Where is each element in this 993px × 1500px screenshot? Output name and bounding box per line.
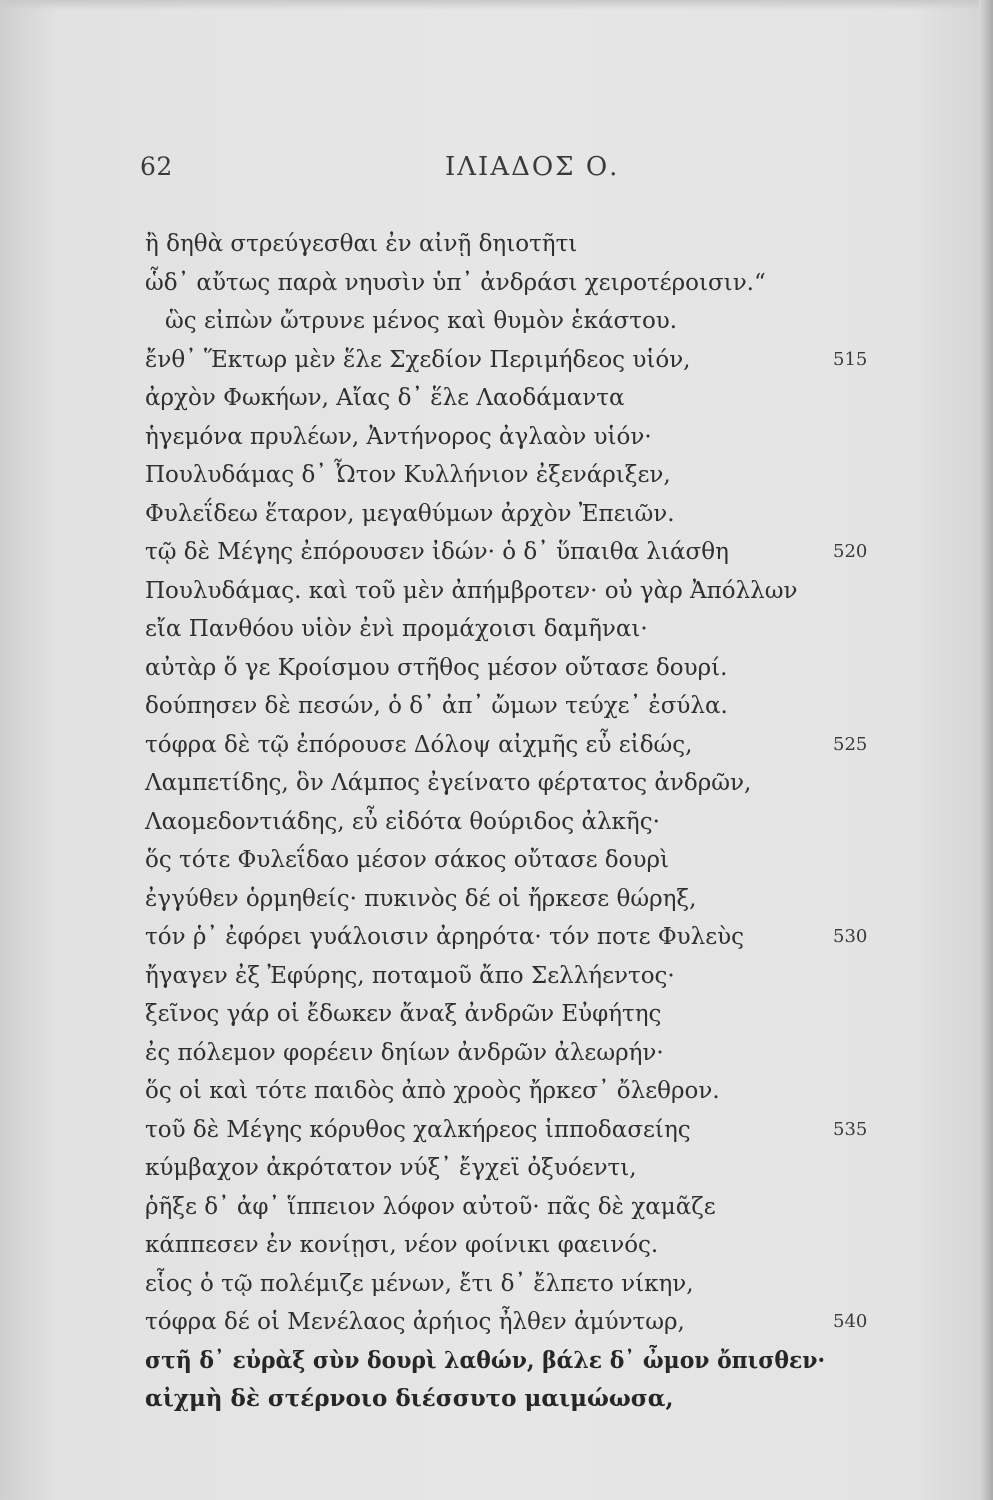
- verse-line: [145, 649, 875, 688]
- verse-text: τόν ῥ᾽ ἐφόρει γυάλοισιν ἀρηρότα· τόν ποτε Φυλεὺς: [145, 924, 745, 950]
- line-number: 540: [833, 1311, 868, 1332]
- page-number: 62: [140, 152, 173, 181]
- page-right-edge: [979, 0, 993, 1500]
- verse-line: [145, 418, 875, 457]
- line-number: 535: [833, 1118, 868, 1140]
- verse-text: ἐγγύθεν ὁρμηθείς· πυκινὸς δέ οἱ ἤρκεσε θώρηξ,: [145, 885, 697, 912]
- verse-line: [145, 803, 875, 842]
- page-header: [140, 152, 840, 192]
- verse-line: [145, 841, 875, 880]
- verse-text: ὣς εἰπὼν ὤτρυνε μένος καὶ θυμὸν ἑκάστου.: [165, 308, 678, 334]
- verse-text: στῆ δ᾽ εὐρὰξ σὺν δουρὶ λαθών, βάλε δ᾽ ὦμον ὄπισθεν·: [145, 1346, 826, 1374]
- verse-line: [145, 957, 875, 996]
- verse-text: Πουλυδάμας δ᾽ Ὦτον Κυλλήνιον ἐξενάριξεν,: [145, 462, 671, 488]
- line-number: 525: [833, 733, 868, 755]
- verse-text: δούπησεν δὲ πεσών, ὁ δ᾽ ἀπ᾽ ὤμων τεύχε᾽ ἐσύλα.: [145, 693, 728, 719]
- verse-line: [145, 880, 875, 919]
- verse-line: [145, 1111, 875, 1150]
- verse-text: ἤγαγεν ἐξ Ἐφύρης, ποταμοῦ ἄπο Σελλήεντος·: [145, 962, 675, 989]
- verse-line: [145, 1226, 875, 1265]
- verse-text: Λαμπετίδης, ὃν Λάμπος ἐγείνατο φέρτατος ἀνδρῶν,: [145, 770, 752, 796]
- verse-text: εἷος ὁ τῷ πολέμιζε μένων, ἔτι δ᾽ ἔλπετο νίκην,: [145, 1270, 694, 1297]
- verse-line: [145, 687, 875, 726]
- verse-line: [145, 264, 875, 303]
- verse-line: [145, 225, 875, 264]
- verse-text: ἔνθ᾽ Ἕκτωρ μὲν ἕλε Σχεδίον Περιμήδεος υἱόν,: [145, 346, 691, 373]
- verse-line: [145, 302, 875, 341]
- verse-line: [145, 610, 875, 649]
- verse-text: εἴα Πανθόου υἱὸν ἐνὶ προμάχοισι δαμῆναι·: [145, 616, 648, 642]
- verse-text: τῷ δὲ Μέγης ἐπόρουσεν ἰδών· ὁ δ᾽ ὕπαιθα λιάσθη: [145, 539, 729, 565]
- running-title: ΙΛΙΑΔΟΣ Ο.: [445, 152, 620, 182]
- verse-line: [145, 918, 875, 957]
- verse-text: ῥῆξε δ᾽ ἀφ᾽ ἵππειον λόφον αὐτοῦ· πᾶς δὲ χαμᾶζε: [145, 1193, 716, 1220]
- verse-line: [145, 726, 875, 765]
- line-number: 530: [833, 926, 868, 947]
- verse-line: [145, 1342, 875, 1381]
- verse-line: [145, 495, 875, 534]
- verse-text: ἢ δηθὰ στρεύγεσθαι ἐν αἰνῇ δηιοτῆτι: [145, 231, 578, 257]
- verse-block: [145, 225, 875, 1419]
- verse-text: ξεῖνος γάρ οἱ ἔδωκεν ἄναξ ἀνδρῶν Εὐφήτης: [145, 1001, 662, 1027]
- verse-line: [145, 533, 875, 572]
- verse-line: [145, 1265, 875, 1304]
- verse-text: Φυλεΐδεω ἕταρον, μεγαθύμων ἀρχὸν Ἐπειῶν.: [145, 500, 675, 527]
- verse-text: ὅς οἱ καὶ τότε παιδὸς ἀπὸ χροὸς ἤρκεσ᾽ ὄλεθρον.: [145, 1078, 720, 1104]
- verse-line: [145, 1072, 875, 1111]
- verse-text: ἡγεμόνα πρυλέων, Ἀντήνορος ἀγλαὸν υἱόν·: [145, 423, 652, 450]
- verse-line: [145, 1380, 875, 1419]
- verse-text: τόφρα δέ οἱ Μενέλαος ἀρήιος ἦλθεν ἀμύντωρ,: [145, 1309, 685, 1335]
- verse-text: ἀρχὸν Φωκήων, Αἴας δ᾽ ἕλε Λαοδάμαντα: [145, 385, 625, 411]
- verse-line: [145, 995, 875, 1034]
- verse-text: τόφρα δὲ τῷ ἐπόρουσε Δόλοψ αἰχμῆς εὖ εἰδώς,: [145, 731, 693, 758]
- verse-text: τοῦ δὲ Μέγης κόρυθος χαλκήρεος ἱπποδασείης: [145, 1116, 691, 1143]
- verse-text: Λαομεδοντιάδης, εὖ εἰδότα θούριδος ἀλκῆς·: [145, 808, 660, 835]
- verse-line: [145, 1303, 875, 1342]
- verse-line: [145, 764, 875, 803]
- line-number: 515: [833, 348, 868, 370]
- verse-text: κάππεσεν ἐν κονίῃσι, νέον φοίνικι φαεινός.: [145, 1232, 659, 1258]
- verse-line: [145, 1188, 875, 1227]
- verse-text: αὐτὰρ ὅ γε Κροίσμου στῆθος μέσον οὔτασε δουρί.: [145, 654, 728, 681]
- verse-line: [145, 379, 875, 418]
- verse-text: αἰχμὴ δὲ στέρνοιο διέσσυτο μαιμώωσα,: [145, 1385, 674, 1412]
- verse-text: κύμβαχον ἀκρότατον νύξ᾽ ἔγχεϊ ὀξυόεντι,: [145, 1155, 637, 1181]
- verse-line: [145, 1149, 875, 1188]
- line-number: 520: [833, 541, 868, 562]
- page-top-shadow: [0, 0, 993, 10]
- verse-line: [145, 572, 875, 611]
- verse-line: [145, 1034, 875, 1073]
- verse-text: ὅς τότε Φυλεΐδαο μέσον σάκος οὔτασε δουρὶ: [145, 847, 670, 873]
- verse-text: ἐς πόλεμον φορέειν δηίων ἀνδρῶν ἀλεωρήν·: [145, 1039, 664, 1066]
- verse-line: [145, 341, 875, 380]
- verse-line: [145, 456, 875, 495]
- verse-text: Πουλυδάμας. καὶ τοῦ μὲν ἀπήμβροτεν· οὐ γὰρ Ἀπόλλων: [145, 577, 798, 604]
- verse-text: ὧδ᾽ αὔτως παρὰ νηυσὶν ὑπ᾽ ἀνδράσι χειροτέροισιν.“: [145, 269, 766, 296]
